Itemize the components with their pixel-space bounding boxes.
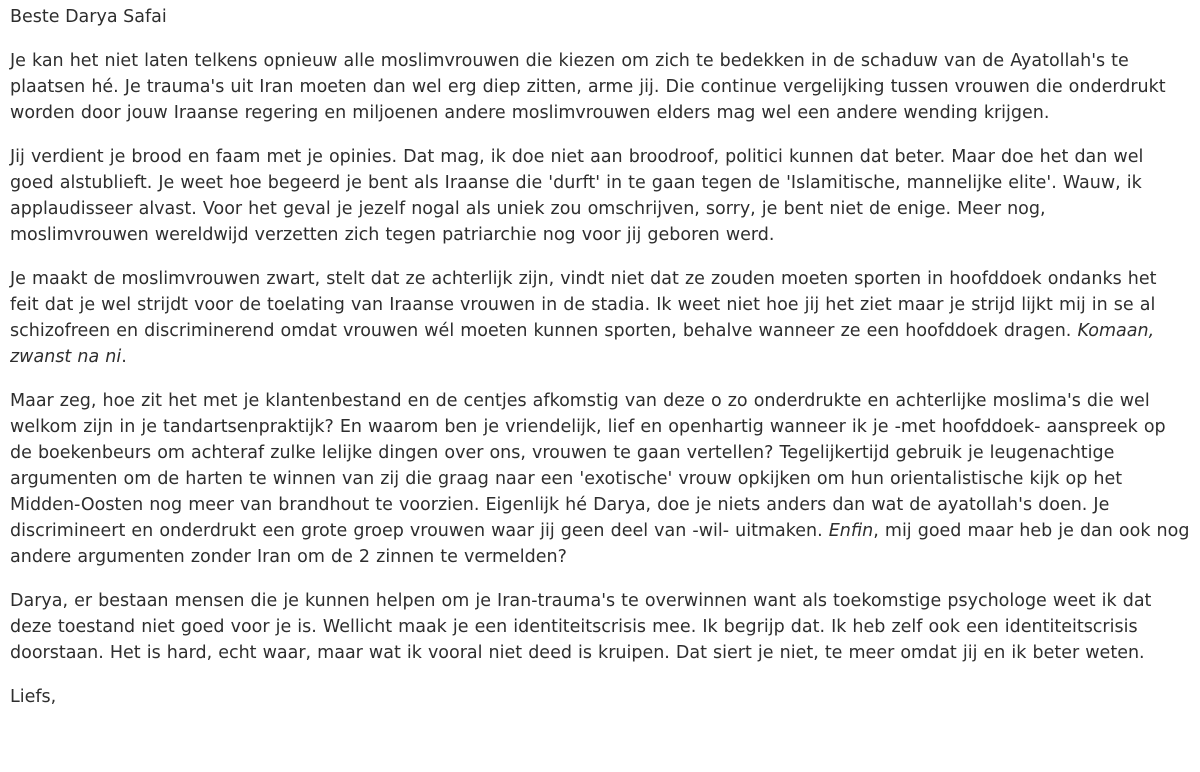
paragraph-3-italic: Komaan, zwanst na ni [10, 321, 1155, 367]
letter [10, 4, 1190, 710]
paragraph-3-end: . [121, 347, 127, 367]
paragraph-4-text: Maar zeg, hoe zit het met je klantenbestand en de centjes afkomstig van deze o zo onderdrukte en achterlijke moslima's die wel welkom zijn in je tandartsenpraktijk? En waarom ben je vriendelijk, lief en openhartig wanneer ik je -met hoofddoek- aanspreek op de boekenbeurs om achteraf zulke lelijke dingen over ons, vrouwen te gaan vertellen? Tegelijkertijd gebruik je leugenachtige argumenten om de harten te winnen van zij die graag naar een 'exotische' vrouw opkijken om hun orientalistische kijk op het Midden-Oosten nog meer van brandhout te voorzien. Eigenlijk hé Darya, doe je niets anders dan wat de ayatollah's doen. Je discrimineert en onderdrukt een grote groep vrouwen waar jij geen deel van -wil- uitmaken. [10, 391, 1166, 541]
paragraph-2: Jij verdient je brood en faam met je opinies. Dat mag, ik doe niet aan broodroof, politici kunnen dat beter. Maar doe het dan wel goed alstublieft. Je weet hoe begeerd je bent als Iraanse die 'durft' in te gaan tegen de 'Islamitische, mannelijke elite'. Wauw, ik applaudisseer alvast. Voor het geval je jezelf nogal als uniek zou omschrijven, sorry, je bent niet de enige. Meer nog, moslimvrouwen wereldwijd verzetten zich tegen patriarchie nog voor jij geboren werd. [10, 147, 1144, 245]
closing: Liefs, [10, 687, 57, 707]
paragraph-5: Darya, er bestaan mensen die je kunnen helpen om je Iran-trauma's te overwinnen want als toekomstige psychologe weet ik dat deze toestand niet goed voor je is. Wellicht maak je een identiteitscrisis mee. Ik begrijp dat. Ik heb zelf ook een identiteitscrisis doorstaan. Het is hard, echt waar, maar wat ik vooral niet deed is kruipen. Dat siert je niet, te meer omdat jij en ik beter weten. [10, 591, 1152, 663]
paragraph-4-end: , mij goed maar heb je dan ook nog andere argumenten zonder Iran om de 2 zinnen te vermelden? [10, 521, 1190, 567]
paragraph-1: Je kan het niet laten telkens opnieuw alle moslimvrouwen die kiezen om zich te bedekken in de schaduw van de Ayatollah's te plaatsen hé. Je trauma's uit Iran moeten dan wel erg diep zitten, arme jij. Die continue vergelijking tussen vrouwen die onderdrukt worden door jouw Iraanse regering en miljoenen andere moslimvrouwen elders mag wel een andere wending krijgen. [10, 51, 1166, 123]
paragraph-4 [10, 388, 1190, 570]
paragraph-3 [10, 266, 1190, 370]
paragraph-3-text: Je maakt de moslimvrouwen zwart, stelt dat ze achterlijk zijn, vindt niet dat ze zouden moeten sporten in hoofddoek ondanks het feit dat je wel strijdt voor de toelating van Iraanse vrouwen in de stadia. Ik weet niet hoe jij het ziet maar je strijd lijkt mij in se al schizofreen en discriminerend omdat vrouwen wél moeten kunnen sporten, behalve wanneer ze een hoofddoek dragen. [10, 269, 1157, 341]
salutation: Beste Darya Safai [10, 7, 167, 27]
paragraph-4-italic: Enfin [828, 521, 874, 541]
